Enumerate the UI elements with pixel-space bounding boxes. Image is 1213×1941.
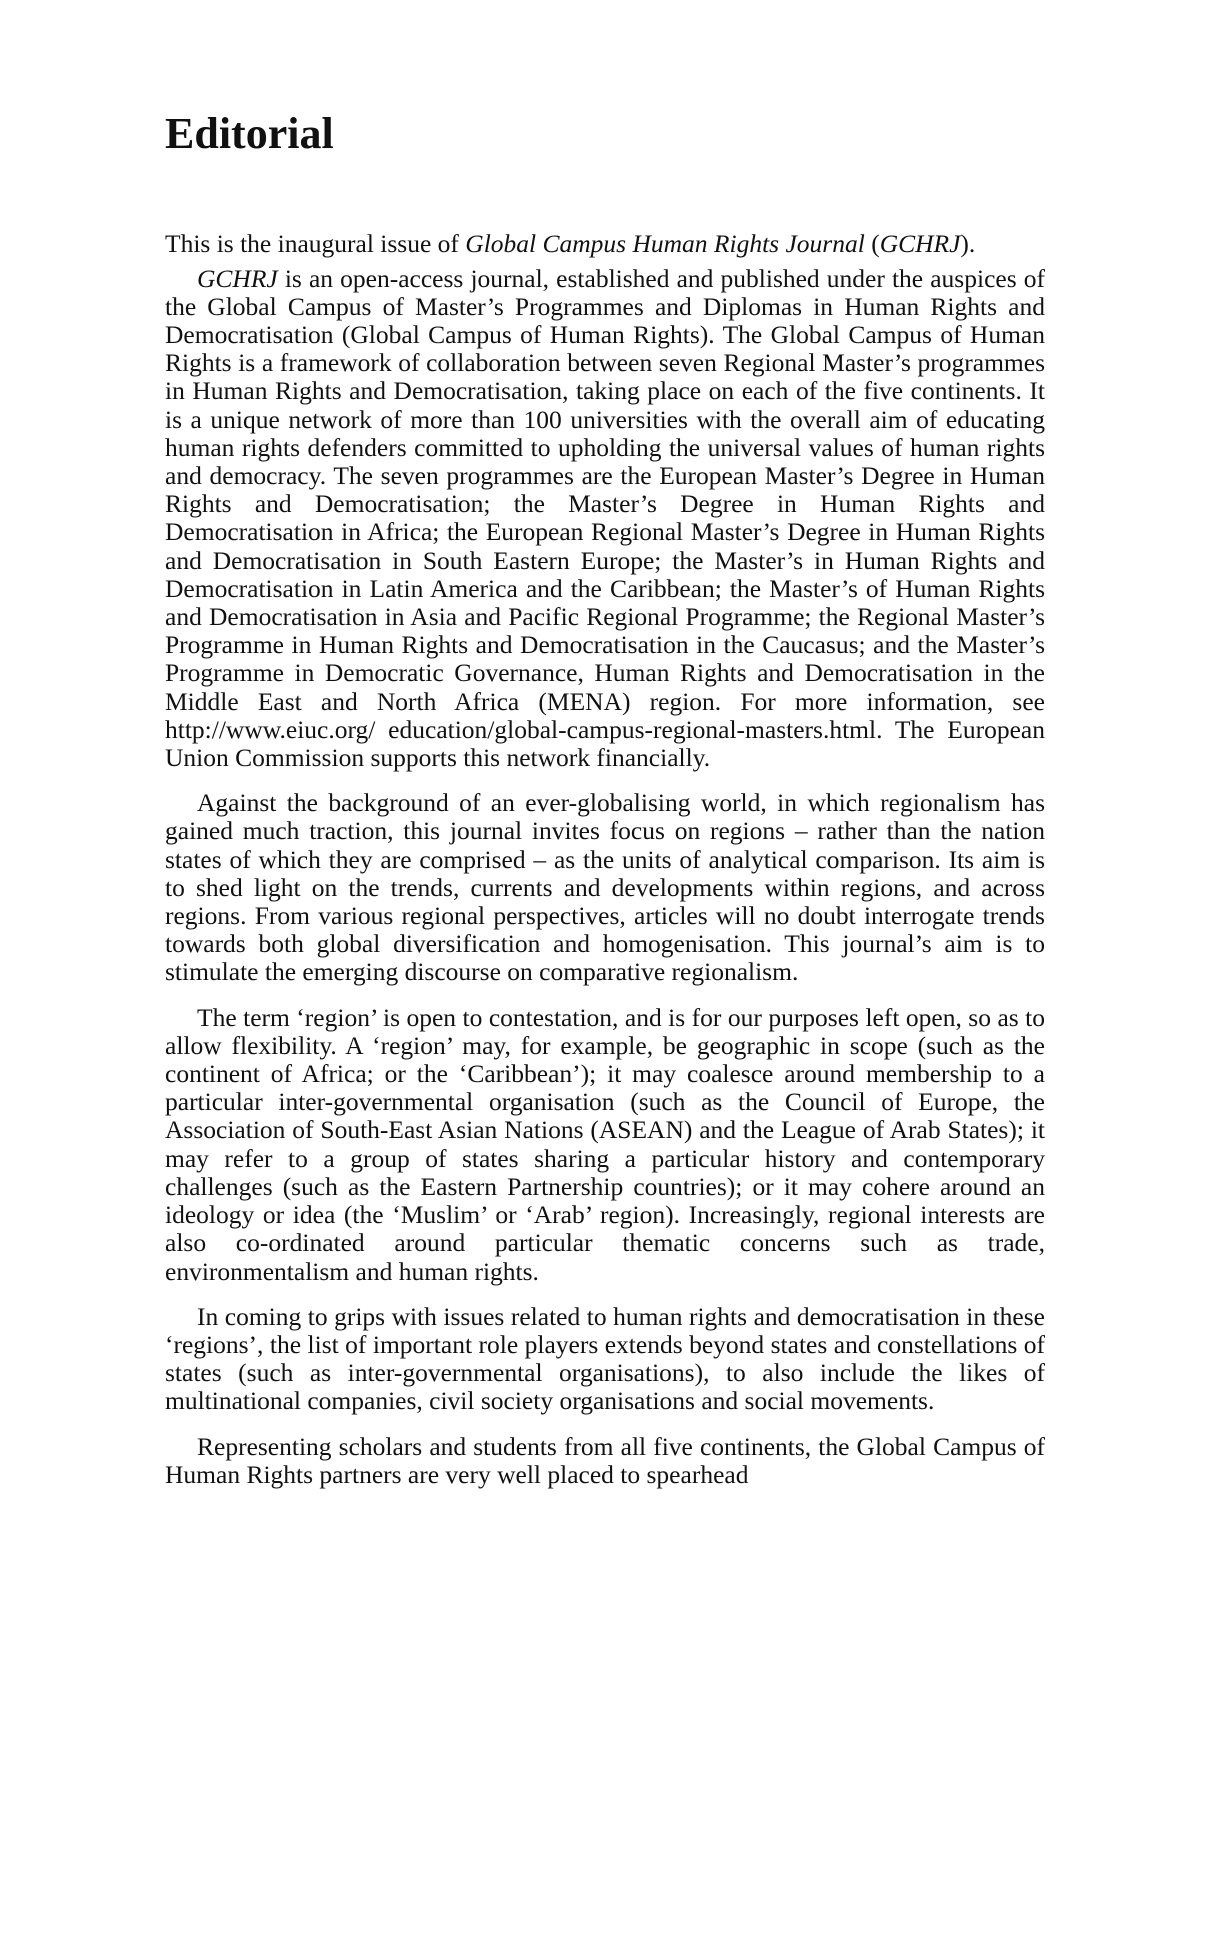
paragraph-2 xyxy=(165,265,1045,773)
journal-abbreviation: GCHRJ xyxy=(879,229,961,259)
paragraph-5: In coming to grips with issues related to human rights and democratisation in these ‘regions’, the list of important role players extends beyond states and constellations of states (such as inter-governmental organisations), to also include the likes of multinational companies, civil society organisations and social movements. xyxy=(165,1301,1045,1416)
paragraph-1-text-c: ( xyxy=(864,229,880,259)
paragraph-3: Against the background of an ever-globalising world, in which regionalism has gained much traction, this journal invites focus on regions – rather than the nation states of which they are comprised – as the units of analytical comparison. Its aim is to shed light on the trends, currents and developments within regions, and across regions. From various regional perspectives, articles will no doubt interrogate trends towards both global diversification and homogenisation. This journal’s aim is to stimulate the emerging discourse on comparative regionalism. xyxy=(165,788,1045,987)
paragraph-6: Representing scholars and students from all five continents, the Global Campus of Human Rights partners are very well placed to spearhead xyxy=(165,1431,1045,1489)
page-body xyxy=(165,110,1045,1506)
paragraph-2-text: is an open-access journal, established and published under the auspices of the Global Campus of Master’s Programmes and Diplomas in Human Rights and Democratisation (Global Campus of Human Rights). The Global Campus of Human Rights is a framework of collaboration between seven Regional Master’s programmes in Human Rights and Democratisation, taking place on each of the five continents. It is a unique network of more than 100 universities with the overall aim of educating human rights defenders committed to upholding the universal values of human rights and democracy. The seven programmes are the European Master’s Degree in Human Rights and Democratisation; the Master’s Degree in Human Rights and Democratisation in Africa; the European Regional Master’s Degree in Human Rights and Democratisation in South Eastern Europe; the Master’s in Human Rights and Democratisation in Latin America and the Caribbean; the Master’s of Human Rights and Democratisation in Asia and Pacific Regional Programme; the Regional Master’s Programme in Human Rights and Democratisation in the Caucasus; and the Master’s Programme in Democratic Governance, Human Rights and Democratisation in the Middle East and North Africa (MENA) region. For more information, see http://www.eiuc.org/ education/global-campus-regional-masters.html. The European Union Commission supports this network financially. xyxy=(165,263,1045,773)
journal-abbreviation-2: GCHRJ xyxy=(197,263,278,293)
paragraph-1-text-e: ). xyxy=(960,229,976,259)
paragraph-4: The term ‘region’ is open to contestation, and is for our purposes left open, so as to allow flexibility. A ‘region’ may, for example, be geographic in scope (such as the continent of Africa; or the ‘Caribbean’); it may coalesce around membership to a particular inter-governmental organisation (such as the Council of Europe, the Association of South-East Asian Nations (ASEAN) and the League of Arab States); it may refer to a group of states sharing a particular history and contemporary challenges (such as the Eastern Partnership countries); or it may cohere around an ideology or idea (the ‘Muslim’ or ‘Arab’ region). Increasingly, regional interests are also co-ordinated around particular thematic concerns such as trade, environmentalism and human rights. xyxy=(165,1002,1045,1286)
journal-name: Global Campus Human Rights Journal xyxy=(465,229,865,259)
page-title: Editorial xyxy=(165,109,334,158)
paragraph-1 xyxy=(165,230,1045,258)
paragraph-1-text-a: This is the inaugural issue of xyxy=(165,229,466,259)
